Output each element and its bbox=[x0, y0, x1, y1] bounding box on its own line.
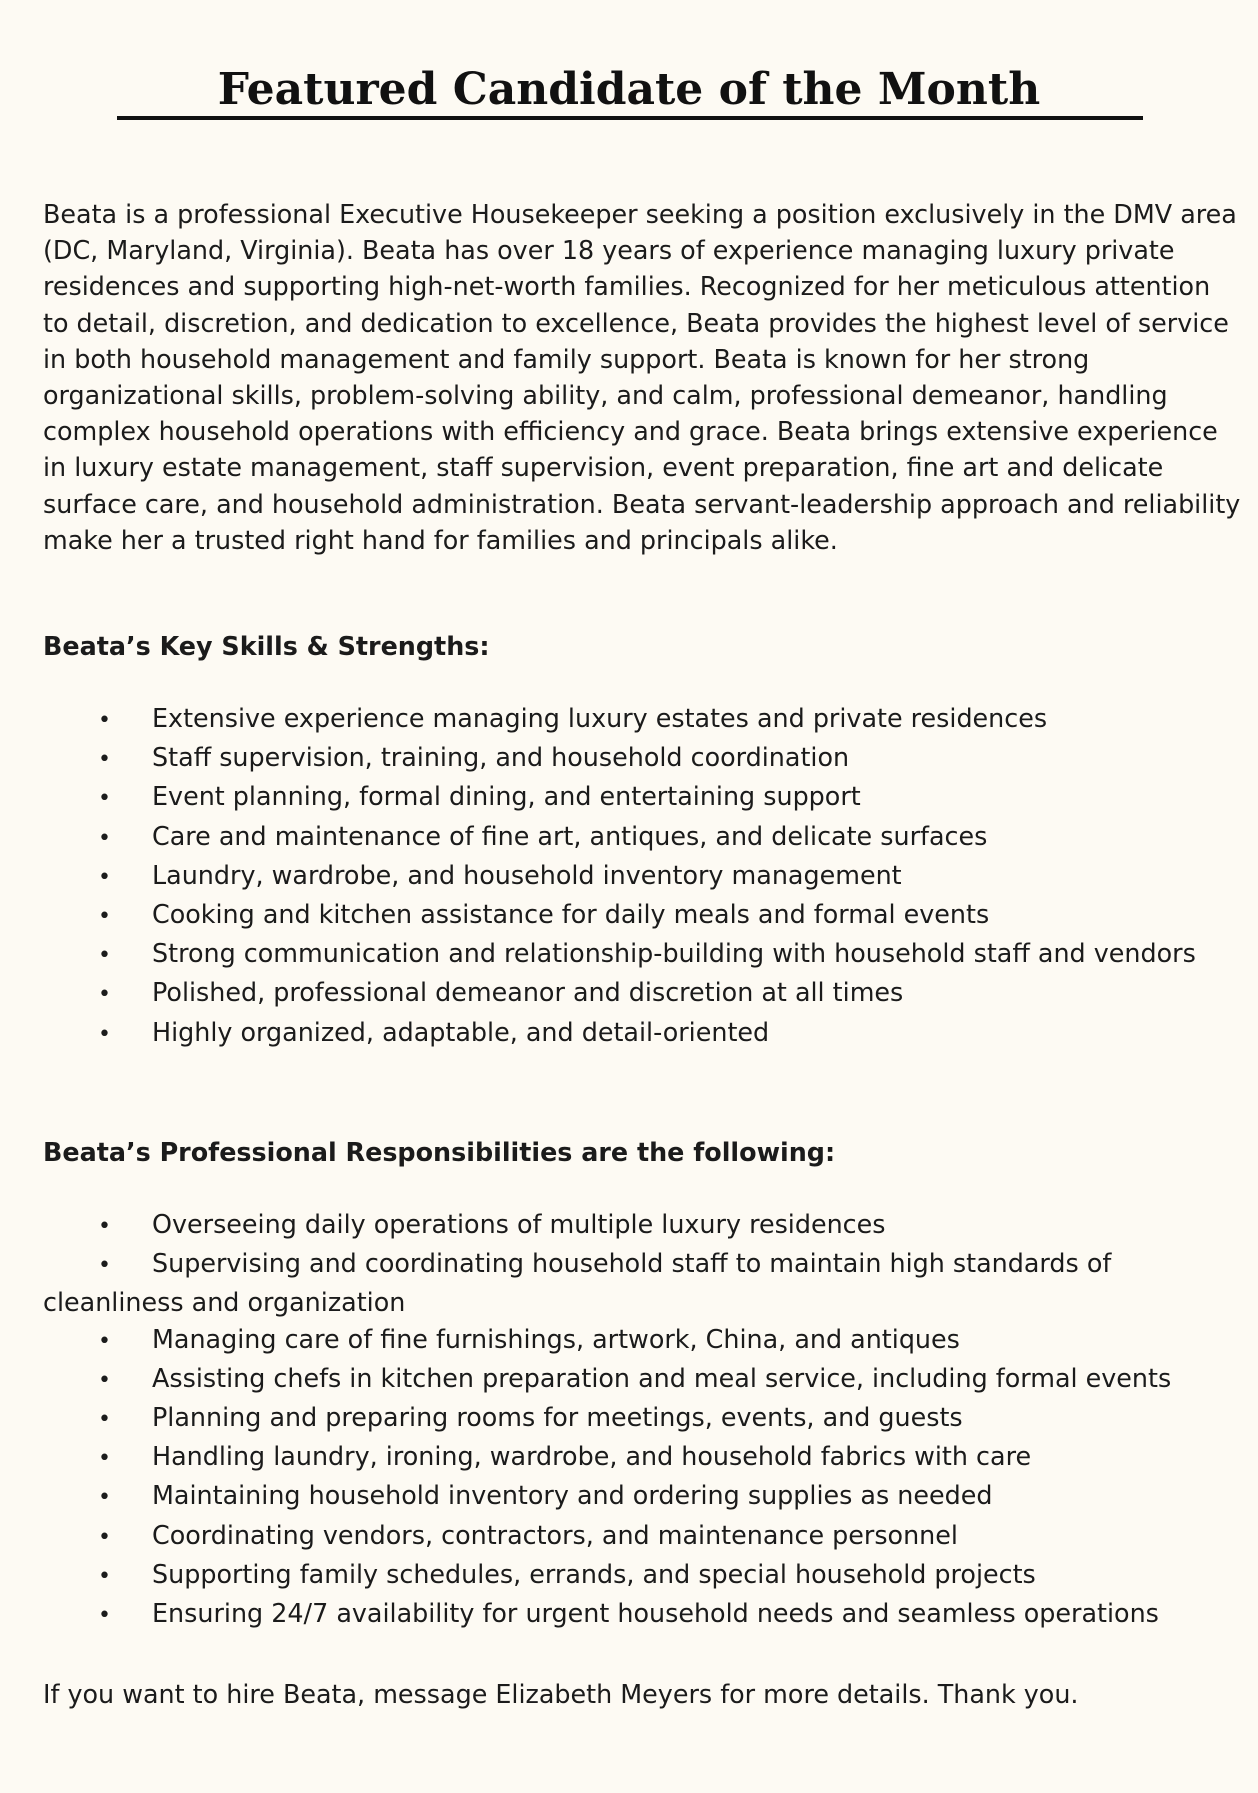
bullet-icon: • bbox=[98, 1367, 111, 1393]
list-item: • Event planning, formal dining, and entertaining support bbox=[43, 778, 1243, 817]
list-item: • Overseeing daily operations of multiple luxury residences bbox=[43, 1206, 1243, 1245]
bullet-icon: • bbox=[98, 1603, 111, 1629]
list-item: • Supporting family schedules, errands, and special household projects bbox=[43, 1556, 1243, 1595]
list-item: • Planning and preparing rooms for meetings, events, and guests bbox=[43, 1399, 1243, 1438]
bullet-icon: • bbox=[98, 982, 111, 1008]
bullet-icon: • bbox=[98, 1407, 111, 1433]
list-item: • Coordinating vendors, contractors, and maintenance personnel bbox=[43, 1517, 1243, 1556]
responsibilities-heading: Beata’s Professional Responsibilities are the following: bbox=[43, 1137, 836, 1167]
title-underline bbox=[117, 116, 1143, 120]
list-item: • Handling laundry, ironing, wardrobe, and household fabrics with care bbox=[43, 1438, 1243, 1477]
bullet-icon: • bbox=[98, 708, 111, 733]
page-title: Featured Candidate of the Month bbox=[217, 64, 1041, 115]
list-item: • Supervising and coordinating household staff to maintain high standards of cleanliness and organization bbox=[43, 1248, 1112, 1318]
intro-paragraph: Beata is a professional Executive Housekeeper seeking a position exclusively in the DMV area (DC, Maryland, Virginia). Beata has over 18 years of experience managing luxury private residences and supporting high-net-worth families. Recognized for her meticulous attention to detail, discretion, and dedication to excellence, Beata provides the highest level of service in both household management and family support. Beata is known for her strong organizational skills, problem-solving ability, and calm, professional demeanor, handling complex household operations with efficiency and grace. Beata brings extensive experience in luxury estate management, staff supervision, event preparation, fine art and delicate surface care, and household administration. Beata servant-leadership approach and reliability make her a trusted right hand for families and principals alike. bbox=[43, 199, 1241, 555]
list-item: • Assisting chefs in kitchen preparation and meal service, including formal events bbox=[43, 1360, 1243, 1399]
list-item: • Cooking and kitchen assistance for daily meals and formal events bbox=[43, 896, 1243, 935]
bullet-icon: • bbox=[98, 825, 111, 851]
bullet-icon: • bbox=[98, 1446, 111, 1472]
list-item: • Extensive experience managing luxury estates and private residences bbox=[43, 700, 1243, 739]
skills-heading: Beata’s Key Skills & Strengths: bbox=[43, 631, 490, 661]
list-item: • Ensuring 24/7 availability for urgent household needs and seamless operations bbox=[43, 1595, 1243, 1634]
list-item: • Strong communication and relationship-building with household staff and vendors bbox=[43, 935, 1243, 974]
list-item: • Laundry, wardrobe, and household inventory management bbox=[43, 857, 1243, 896]
closing-note: If you want to hire Beata, message Elizabeth Meyers for more details. Thank you. bbox=[43, 1679, 1079, 1709]
bullet-icon: • bbox=[98, 904, 111, 930]
list-item: • Polished, professional demeanor and discretion at all times bbox=[43, 974, 1243, 1013]
responsibilities-list bbox=[43, 1206, 1243, 1634]
bullet-icon: • bbox=[98, 786, 111, 812]
bullet-icon: • bbox=[98, 1214, 111, 1239]
bullet-icon: • bbox=[98, 1524, 111, 1550]
list-item: • Care and maintenance of fine art, antiques, and delicate surfaces bbox=[43, 818, 1243, 857]
bullet-icon: • bbox=[98, 1563, 111, 1589]
skills-list bbox=[43, 700, 1243, 1053]
bullet-icon: • bbox=[98, 1328, 111, 1354]
bullet-icon: • bbox=[98, 864, 111, 890]
bullet-icon: • bbox=[98, 1485, 111, 1511]
bullet-icon: • bbox=[98, 1253, 111, 1279]
bullet-icon: • bbox=[98, 747, 111, 773]
list-item: • Staff supervision, training, and household coordination bbox=[43, 739, 1243, 778]
bullet-icon: • bbox=[98, 1021, 111, 1047]
list-item: • Maintaining household inventory and ordering supplies as needed bbox=[43, 1477, 1243, 1516]
bullet-icon: • bbox=[98, 943, 111, 969]
list-item: • Highly organized, adaptable, and detail-oriented bbox=[43, 1014, 1243, 1053]
list-item: • Managing care of fine furnishings, artwork, China, and antiques bbox=[43, 1321, 1243, 1360]
